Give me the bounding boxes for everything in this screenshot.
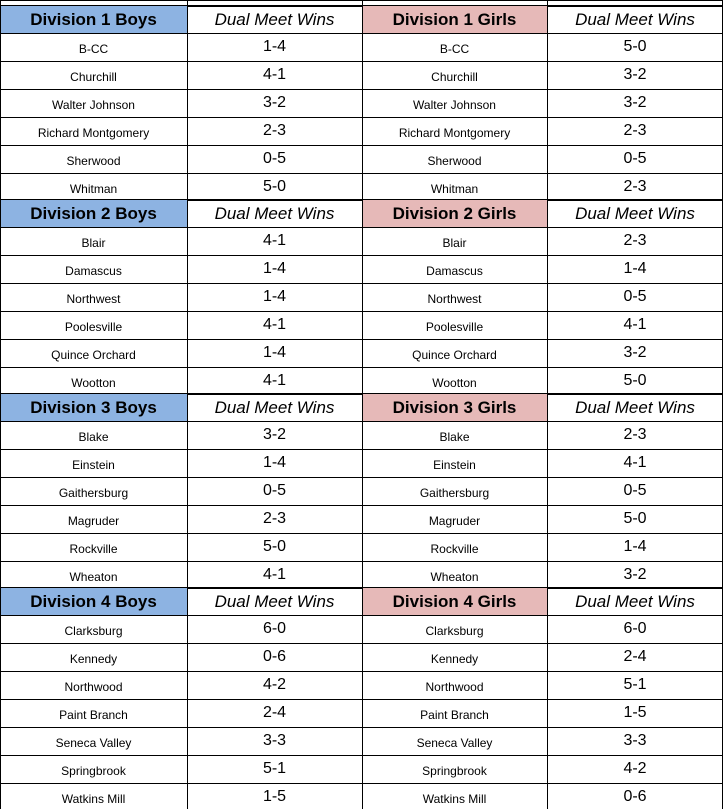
boys-school-name: Sherwood — [66, 153, 121, 168]
boys-division-header: Division 4 Boys — [0, 588, 187, 615]
boys-dual-meet-record: 4-1 — [262, 372, 287, 389]
girls-dual-meet-record: 3-3 — [623, 732, 647, 749]
boys-division-header: Division 2 Boys — [0, 200, 187, 227]
girls-dual-meet-record: 4-2 — [623, 760, 647, 777]
girls-school-name: Whitman — [430, 181, 479, 196]
girls-school-name: Wootton — [432, 375, 477, 390]
girls-school-name: Northwest — [427, 291, 482, 306]
boys-school-name: Walter Johnson — [52, 97, 135, 112]
girls-dual-meet-record: 5-0 — [623, 372, 647, 389]
boys-dual-meet-record: 0-6 — [262, 648, 287, 665]
girls-division-header: Division 2 Girls — [362, 200, 547, 227]
girls-school-name: Sherwood — [427, 153, 482, 168]
girls-school-name: Northwood — [425, 679, 484, 694]
boys-school-name: Seneca Valley — [55, 735, 132, 750]
boys-dual-meet-record: 2-3 — [262, 510, 287, 527]
girls-school-name: Einstein — [433, 457, 476, 472]
girls-school-name: Quince Orchard — [412, 347, 497, 362]
dual-meet-wins-header: Dual Meet Wins — [575, 591, 695, 611]
girls-dual-meet-record: 4-1 — [623, 454, 647, 471]
girls-dual-meet-record: 0-6 — [623, 788, 647, 805]
girls-dual-meet-record: 2-3 — [623, 178, 647, 195]
boys-dual-meet-record: 0-5 — [262, 150, 287, 167]
boys-school-name: Northwood — [64, 679, 123, 694]
boys-dual-meet-record: 2-3 — [262, 122, 287, 139]
column-divider — [0, 0, 1, 809]
girls-school-name: Gaithersburg — [419, 485, 490, 500]
dual-meet-wins-header: Dual Meet Wins — [214, 397, 335, 417]
girls-school-name: Wheaton — [430, 569, 479, 584]
boys-school-name: Quince Orchard — [51, 347, 136, 362]
girls-dual-meet-record: 2-4 — [623, 648, 647, 665]
boys-school-name: Blake — [78, 429, 109, 444]
boys-dual-meet-record: 5-1 — [262, 760, 287, 777]
boys-school-name: Rockville — [69, 541, 118, 556]
boys-school-name: Poolesville — [64, 319, 123, 334]
boys-school-name: Richard Montgomery — [37, 125, 150, 140]
boys-dual-meet-record: 5-0 — [262, 178, 287, 195]
boys-dual-meet-record: 4-1 — [262, 316, 287, 333]
boys-division-header: Division 1 Boys — [0, 6, 187, 33]
boys-dual-meet-record: 4-2 — [262, 676, 287, 693]
girls-dual-meet-record: 0-5 — [623, 482, 647, 499]
boys-school-name: Whitman — [69, 181, 118, 196]
girls-dual-meet-record: 0-5 — [623, 288, 647, 305]
boys-dual-meet-record: 1-4 — [262, 288, 287, 305]
girls-school-name: Walter Johnson — [413, 97, 496, 112]
girls-division-header: Division 4 Girls — [362, 588, 547, 615]
boys-school-name: Northwest — [66, 291, 121, 306]
boys-school-name: Magruder — [67, 513, 120, 528]
girls-school-name: Magruder — [428, 513, 481, 528]
girls-school-name: Churchill — [431, 69, 478, 84]
boys-division-header: Division 3 Boys — [0, 394, 187, 421]
girls-dual-meet-record: 3-2 — [623, 566, 647, 583]
girls-dual-meet-record: 1-5 — [623, 704, 647, 721]
girls-division-header: Division 1 Girls — [362, 6, 547, 33]
boys-school-name: Blair — [81, 235, 106, 250]
column-divider — [547, 0, 548, 809]
dual-meet-wins-header: Dual Meet Wins — [214, 9, 335, 29]
girls-dual-meet-record: 1-4 — [623, 538, 647, 555]
boys-dual-meet-record: 1-4 — [262, 454, 287, 471]
girls-school-name: Blake — [439, 429, 470, 444]
boys-dual-meet-record: 4-1 — [262, 232, 287, 249]
boys-dual-meet-record: 4-1 — [262, 66, 287, 83]
girls-dual-meet-record: 3-2 — [623, 344, 647, 361]
boys-school-name: Gaithersburg — [58, 485, 129, 500]
girls-school-name: B-CC — [439, 41, 470, 56]
boys-dual-meet-record: 0-5 — [262, 482, 287, 499]
girls-dual-meet-record: 4-1 — [623, 316, 647, 333]
girls-school-name: Watkins Mill — [422, 791, 487, 806]
boys-school-name: Kennedy — [69, 651, 118, 666]
girls-dual-meet-record: 2-3 — [623, 426, 647, 443]
boys-dual-meet-record: 6-0 — [262, 620, 287, 637]
boys-dual-meet-record: 3-2 — [262, 94, 287, 111]
boys-dual-meet-record: 4-1 — [262, 566, 287, 583]
boys-dual-meet-record: 5-0 — [262, 538, 287, 555]
boys-school-name: Watkins Mill — [61, 791, 126, 806]
boys-school-name: Wheaton — [69, 569, 118, 584]
girls-dual-meet-record: 6-0 — [623, 620, 647, 637]
girls-dual-meet-record: 3-2 — [623, 66, 647, 83]
dual-meet-wins-header: Dual Meet Wins — [575, 9, 695, 29]
column-divider — [187, 0, 188, 809]
boys-school-name: B-CC — [78, 41, 109, 56]
girls-dual-meet-record: 5-0 — [623, 38, 647, 55]
dual-meet-wins-header: Dual Meet Wins — [214, 591, 335, 611]
girls-school-name: Clarksburg — [425, 623, 484, 638]
girls-school-name: Kennedy — [430, 651, 479, 666]
boys-school-name: Wootton — [71, 375, 116, 390]
boys-dual-meet-record: 3-2 — [262, 426, 287, 443]
boys-dual-meet-record: 1-5 — [262, 788, 287, 805]
girls-dual-meet-record: 2-3 — [623, 122, 647, 139]
dual-meet-wins-header: Dual Meet Wins — [575, 203, 695, 223]
girls-dual-meet-record: 5-0 — [623, 510, 647, 527]
girls-school-name: Paint Branch — [420, 707, 489, 722]
girls-dual-meet-record: 5-1 — [623, 676, 647, 693]
girls-school-name: Blair — [442, 235, 467, 250]
boys-school-name: Paint Branch — [59, 707, 128, 722]
girls-dual-meet-record: 2-3 — [623, 232, 647, 249]
girls-division-header: Division 3 Girls — [362, 394, 547, 421]
boys-school-name: Einstein — [72, 457, 115, 472]
girls-school-name: Poolesville — [425, 319, 484, 334]
boys-dual-meet-record: 1-4 — [262, 344, 287, 361]
boys-dual-meet-record: 3-3 — [262, 732, 287, 749]
girls-school-name: Damascus — [426, 263, 483, 278]
boys-dual-meet-record: 2-4 — [262, 704, 287, 721]
girls-dual-meet-record: 1-4 — [623, 260, 647, 277]
column-divider — [362, 0, 363, 809]
girls-school-name: Seneca Valley — [416, 735, 493, 750]
boys-school-name: Springbrook — [61, 763, 126, 778]
dual-meet-wins-header: Dual Meet Wins — [214, 203, 335, 223]
boys-dual-meet-record: 1-4 — [262, 38, 287, 55]
girls-dual-meet-record: 0-5 — [623, 150, 647, 167]
girls-school-name: Richard Montgomery — [398, 125, 511, 140]
boys-dual-meet-record: 1-4 — [262, 260, 287, 277]
boys-school-name: Damascus — [65, 263, 122, 278]
girls-school-name: Rockville — [430, 541, 479, 556]
boys-school-name: Clarksburg — [64, 623, 123, 638]
girls-school-name: Springbrook — [422, 763, 487, 778]
dual-meet-wins-header: Dual Meet Wins — [575, 397, 695, 417]
girls-dual-meet-record: 3-2 — [623, 94, 647, 111]
boys-school-name: Churchill — [70, 69, 117, 84]
